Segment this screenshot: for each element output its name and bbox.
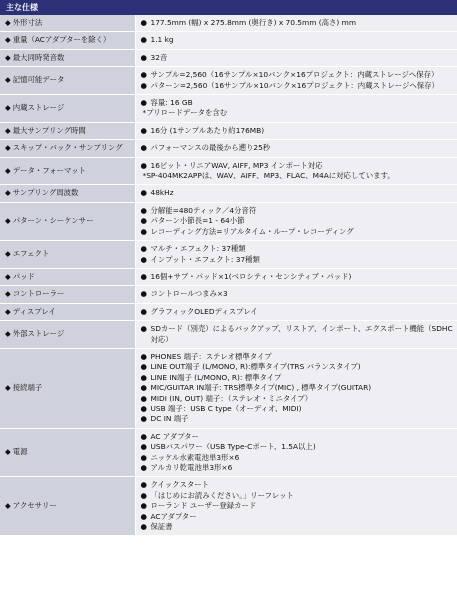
spec-value-text: SDカード（別売）によるバックアップ、リストア、インポート、エクスポート機能（SDHC対応） — [150, 324, 453, 344]
spec-row — [0, 49, 457, 66]
spec-value-item — [141, 81, 454, 91]
spec-label: 最大同時発音数 — [12, 52, 65, 62]
spec-label-cell — [0, 268, 135, 285]
spec-value-item — [141, 404, 454, 414]
spec-label: ディスプレイ — [12, 306, 56, 316]
diamond-marker-icon: ◆ — [5, 447, 11, 457]
spec-value-item — [141, 442, 454, 452]
spec-value-cell — [135, 348, 457, 428]
bullet-icon: ● — [140, 362, 147, 372]
spec-value-item — [141, 272, 454, 282]
spec-label: 内蔵ストレージ — [12, 103, 65, 113]
diamond-marker-icon: ◆ — [5, 75, 11, 85]
diamond-marker-icon: ◆ — [5, 165, 11, 175]
spec-label-cell — [0, 321, 135, 349]
spec-value-item — [141, 227, 454, 237]
bullet-icon: ● — [140, 254, 147, 264]
spec-value-cell — [135, 303, 457, 320]
spec-label-cell — [0, 15, 135, 32]
spec-value-text: AC アダプター — [150, 431, 199, 441]
spec-value-text: グラフィックOLEDディスプレイ — [150, 306, 258, 316]
spec-value-text: 177.5mm (幅) x 275.8mm (奥行き) x 70.5mm (高さ) mm — [150, 18, 357, 27]
spec-label: 電源 — [12, 447, 28, 457]
spec-label-cell — [0, 32, 135, 49]
spec-label: 最大サンプリング時間 — [12, 125, 86, 135]
spec-label-cell — [0, 67, 135, 95]
bullet-icon: ● — [140, 80, 147, 90]
spec-value-text: 32音 — [150, 52, 168, 62]
spec-value-item — [141, 70, 454, 80]
bullet-icon: ● — [140, 442, 147, 452]
spec-value-text: MIDI (IN, OUT) 端子：（ステレオ・ミニタイプ） — [150, 393, 313, 403]
spec-row — [0, 95, 457, 123]
spec-value-text: 保証書 — [150, 522, 173, 532]
spec-row — [0, 67, 457, 95]
spec-value-item — [141, 491, 454, 501]
bullet-icon: ● — [140, 52, 147, 62]
spec-value-item — [141, 126, 454, 136]
bullet-icon: ● — [140, 351, 147, 361]
spec-label: パッド — [12, 271, 35, 281]
bullet-icon: ● — [140, 216, 147, 226]
spec-label: 接続端子 — [12, 383, 43, 393]
spec-value-text: パターン=2,560（16サンプル×10バンク×16プロジェクト：内蔵ストレージへ保存） — [150, 80, 439, 90]
spec-value-text: ACアダプター — [150, 511, 197, 521]
spec-value-item — [141, 143, 454, 153]
spec-value-item — [141, 432, 454, 442]
spec-value-text: マルチ・エフェクト: 37種類 — [150, 244, 246, 254]
spec-note: *プリロードデータを含む — [142, 108, 228, 118]
diamond-marker-icon: ◆ — [5, 103, 11, 113]
bullet-icon: ● — [140, 35, 147, 45]
bullet-icon: ● — [140, 490, 147, 500]
spec-value-item — [141, 414, 454, 424]
spec-value-cell — [135, 185, 457, 202]
spec-value-cell — [135, 241, 457, 269]
spec-label-cell — [0, 348, 135, 428]
spec-label-cell — [0, 157, 135, 185]
spec-value-text: レコーディング方法=リアルタイム・ループ・レコーディング — [150, 226, 354, 236]
spec-label-cell — [0, 241, 135, 269]
spec-value-item — [141, 289, 454, 299]
diamond-marker-icon: ◆ — [5, 125, 11, 135]
bullet-icon: ● — [140, 160, 147, 170]
bullet-icon: ● — [140, 98, 147, 108]
spec-value-item — [141, 383, 454, 393]
bullet-icon: ● — [140, 143, 147, 153]
spec-value-cell — [135, 95, 457, 123]
bullet-icon: ● — [140, 306, 147, 316]
spec-value-text: 分解能=480ティック／4分音符 — [150, 205, 257, 215]
spec-value-text: 48kHz — [150, 188, 174, 198]
diamond-marker-icon: ◆ — [5, 52, 11, 62]
spec-row — [0, 268, 457, 285]
spec-row — [0, 303, 457, 320]
spec-value-item — [141, 373, 454, 383]
spec-value-item — [141, 161, 454, 171]
spec-value-text: USB 端子：USB C type（オーディオ、MIDI) — [150, 403, 302, 413]
diamond-marker-icon: ◆ — [5, 249, 11, 259]
spec-label-cell — [0, 95, 135, 123]
spec-value-text: サンプル=2,560（16サンプル×10バンク×16プロジェクト：内蔵ストレージへ保存） — [150, 70, 439, 80]
bullet-icon: ● — [140, 372, 147, 382]
bullet-icon: ● — [140, 271, 147, 281]
spec-value-text: パフォーマンスの最後から遡り25秒 — [150, 143, 271, 153]
spec-label: 重量（ACアダプターを除く） — [12, 35, 111, 45]
spec-label: エフェクト — [12, 249, 50, 259]
section-title: 主な仕様 — [6, 3, 38, 12]
bullet-icon: ● — [140, 324, 147, 334]
spec-value-item — [141, 307, 454, 317]
diamond-marker-icon: ◆ — [5, 18, 11, 27]
bullet-icon: ● — [140, 480, 147, 490]
spec-label-cell — [0, 202, 135, 240]
bullet-icon: ● — [140, 463, 147, 472]
diamond-marker-icon: ◆ — [5, 35, 11, 45]
spec-value-text: 1.1 kg — [150, 35, 174, 45]
spec-row — [0, 32, 457, 49]
diamond-marker-icon: ◆ — [5, 188, 11, 198]
spec-label-cell — [0, 303, 135, 320]
spec-row — [0, 185, 457, 202]
spec-row — [0, 241, 457, 269]
spec-value-item — [141, 35, 454, 45]
diamond-marker-icon: ◆ — [5, 143, 11, 153]
spec-value-text: ローランド ユーザー登録カード — [150, 501, 257, 511]
spec-value-text: 「はじめにお読みください。」リーフレット — [150, 490, 294, 500]
spec-value-item — [141, 463, 454, 473]
spec-label-cell — [0, 477, 135, 536]
spec-value-cell — [135, 15, 457, 32]
spec-value-item — [141, 18, 454, 28]
spec-row — [0, 202, 457, 240]
bullet-icon: ● — [140, 522, 147, 532]
spec-label: スキップ・バック・サンプリング — [12, 143, 123, 153]
bullet-icon: ● — [140, 205, 147, 215]
spec-value-item — [141, 480, 454, 490]
bullet-icon: ● — [140, 244, 147, 254]
spec-value-cell — [135, 32, 457, 49]
spec-value-text: USBバスパワー（USB Type-Cポート、1.5A以上) — [150, 442, 316, 452]
spec-label-cell — [0, 428, 135, 477]
bullet-icon: ● — [140, 289, 147, 299]
spec-row — [0, 286, 457, 303]
spec-row — [0, 140, 457, 157]
spec-value-item — [141, 244, 454, 254]
spec-value-item — [141, 206, 454, 216]
bullet-icon: ● — [140, 383, 147, 393]
spec-value-text: インプット・エフェクト: 37種類 — [150, 254, 260, 264]
spec-value-text: 16ビット・リニアWAV, AIFF, MP3 インポート対応 — [150, 160, 323, 170]
spec-value-item — [141, 522, 454, 532]
spec-value-item — [141, 98, 454, 108]
diamond-marker-icon: ◆ — [5, 501, 11, 511]
spec-value-item — [141, 453, 454, 463]
spec-value-cell — [135, 49, 457, 66]
diamond-marker-icon: ◆ — [5, 216, 11, 226]
spec-table — [0, 15, 457, 536]
spec-value-text: MIC/GUITAR IN端子: TRS標準タイプ(MIC) , 標準タイプ(GUITAR) — [150, 383, 372, 393]
bullet-icon: ● — [140, 452, 147, 462]
spec-value-item — [141, 216, 454, 226]
spec-value-item — [141, 352, 454, 362]
bullet-icon: ● — [140, 18, 147, 27]
spec-value-text: LINE OUT端子 (L/MONO, R):標準タイプ(TRS バランスタイプ) — [150, 362, 361, 372]
section-header — [0, 0, 457, 15]
spec-value-cell — [135, 321, 457, 349]
spec-value-text: クイックスタート — [150, 480, 210, 490]
spec-value-item — [141, 512, 454, 522]
bullet-icon: ● — [140, 125, 147, 135]
spec-value-item — [141, 501, 454, 511]
spec-row — [0, 321, 457, 349]
spec-value-item — [141, 188, 454, 198]
bullet-icon: ● — [140, 188, 147, 198]
spec-value-item — [141, 53, 454, 63]
spec-value-cell — [135, 428, 457, 477]
diamond-marker-icon: ◆ — [5, 306, 11, 316]
spec-value-text: コントロールつまみ×3 — [150, 289, 228, 299]
spec-label: パターン・シーケンサー — [12, 216, 94, 226]
spec-value-item — [141, 362, 454, 372]
spec-label-cell — [0, 286, 135, 303]
spec-value-cell — [135, 67, 457, 95]
spec-row — [0, 477, 457, 536]
spec-value-text: LINE IN端子 (L/MONO, R): 標準タイプ — [150, 372, 282, 382]
diamond-marker-icon: ◆ — [5, 289, 11, 299]
spec-value-cell — [135, 477, 457, 536]
spec-label-cell — [0, 140, 135, 157]
spec-value-cell — [135, 122, 457, 139]
spec-value-text: PHONES 端子：ステレオ標準タイプ — [150, 351, 272, 361]
bullet-icon: ● — [140, 393, 147, 403]
spec-value-cell — [135, 286, 457, 303]
spec-note: *SP-404MK2APPは、WAV、AIFF、MP3、FLAC、M4Aに対応しています。 — [142, 171, 395, 181]
spec-value-cell — [135, 202, 457, 240]
spec-label: コントローラー — [12, 289, 65, 299]
spec-value-cell — [135, 157, 457, 185]
spec-value-item — [141, 324, 454, 345]
spec-value-item — [141, 394, 454, 404]
spec-row — [0, 428, 457, 477]
bullet-icon: ● — [140, 511, 147, 521]
spec-row — [0, 348, 457, 428]
spec-value-text: ニッケル水素電池単3形×6 — [150, 452, 240, 462]
spec-label-cell — [0, 122, 135, 139]
bullet-icon: ● — [140, 414, 147, 424]
spec-label: データ・フォーマット — [12, 165, 86, 175]
spec-value-text: アルカリ乾電池単3形×6 — [150, 463, 233, 472]
spec-value-text: 容量: 16 GB — [150, 98, 193, 108]
spec-row — [0, 122, 457, 139]
spec-value-text: DC IN 端子 — [150, 414, 189, 424]
diamond-marker-icon: ◆ — [5, 383, 11, 393]
bullet-icon: ● — [140, 226, 147, 236]
bullet-icon: ● — [140, 501, 147, 511]
spec-value-text: 16分 (1サンプルあたり約176MB) — [150, 125, 265, 135]
spec-label: サンプリング周波数 — [12, 188, 79, 198]
diamond-marker-icon: ◆ — [5, 271, 11, 281]
spec-table-body — [0, 15, 457, 536]
spec-value-item — [141, 255, 454, 265]
bullet-icon: ● — [140, 70, 147, 80]
spec-label-cell — [0, 185, 135, 202]
spec-value-cell — [135, 140, 457, 157]
spec-row — [0, 15, 457, 32]
bullet-icon: ● — [140, 431, 147, 441]
spec-label: アクセサリー — [12, 501, 57, 511]
spec-label: 外部ストレージ — [12, 329, 65, 339]
diamond-marker-icon: ◆ — [5, 329, 11, 339]
spec-label: 外形寸法 — [12, 18, 43, 27]
spec-value-text: パターン小節長=1 - 64小節 — [150, 216, 245, 226]
bullet-icon: ● — [140, 403, 147, 413]
spec-value-cell — [135, 268, 457, 285]
spec-label-cell — [0, 49, 135, 66]
spec-value-text: 16個+サブ・パッド×1(ベロシティ・センシティブ・パッド) — [150, 271, 352, 281]
spec-label: 記憶可能データ — [12, 75, 65, 85]
spec-row — [0, 157, 457, 185]
